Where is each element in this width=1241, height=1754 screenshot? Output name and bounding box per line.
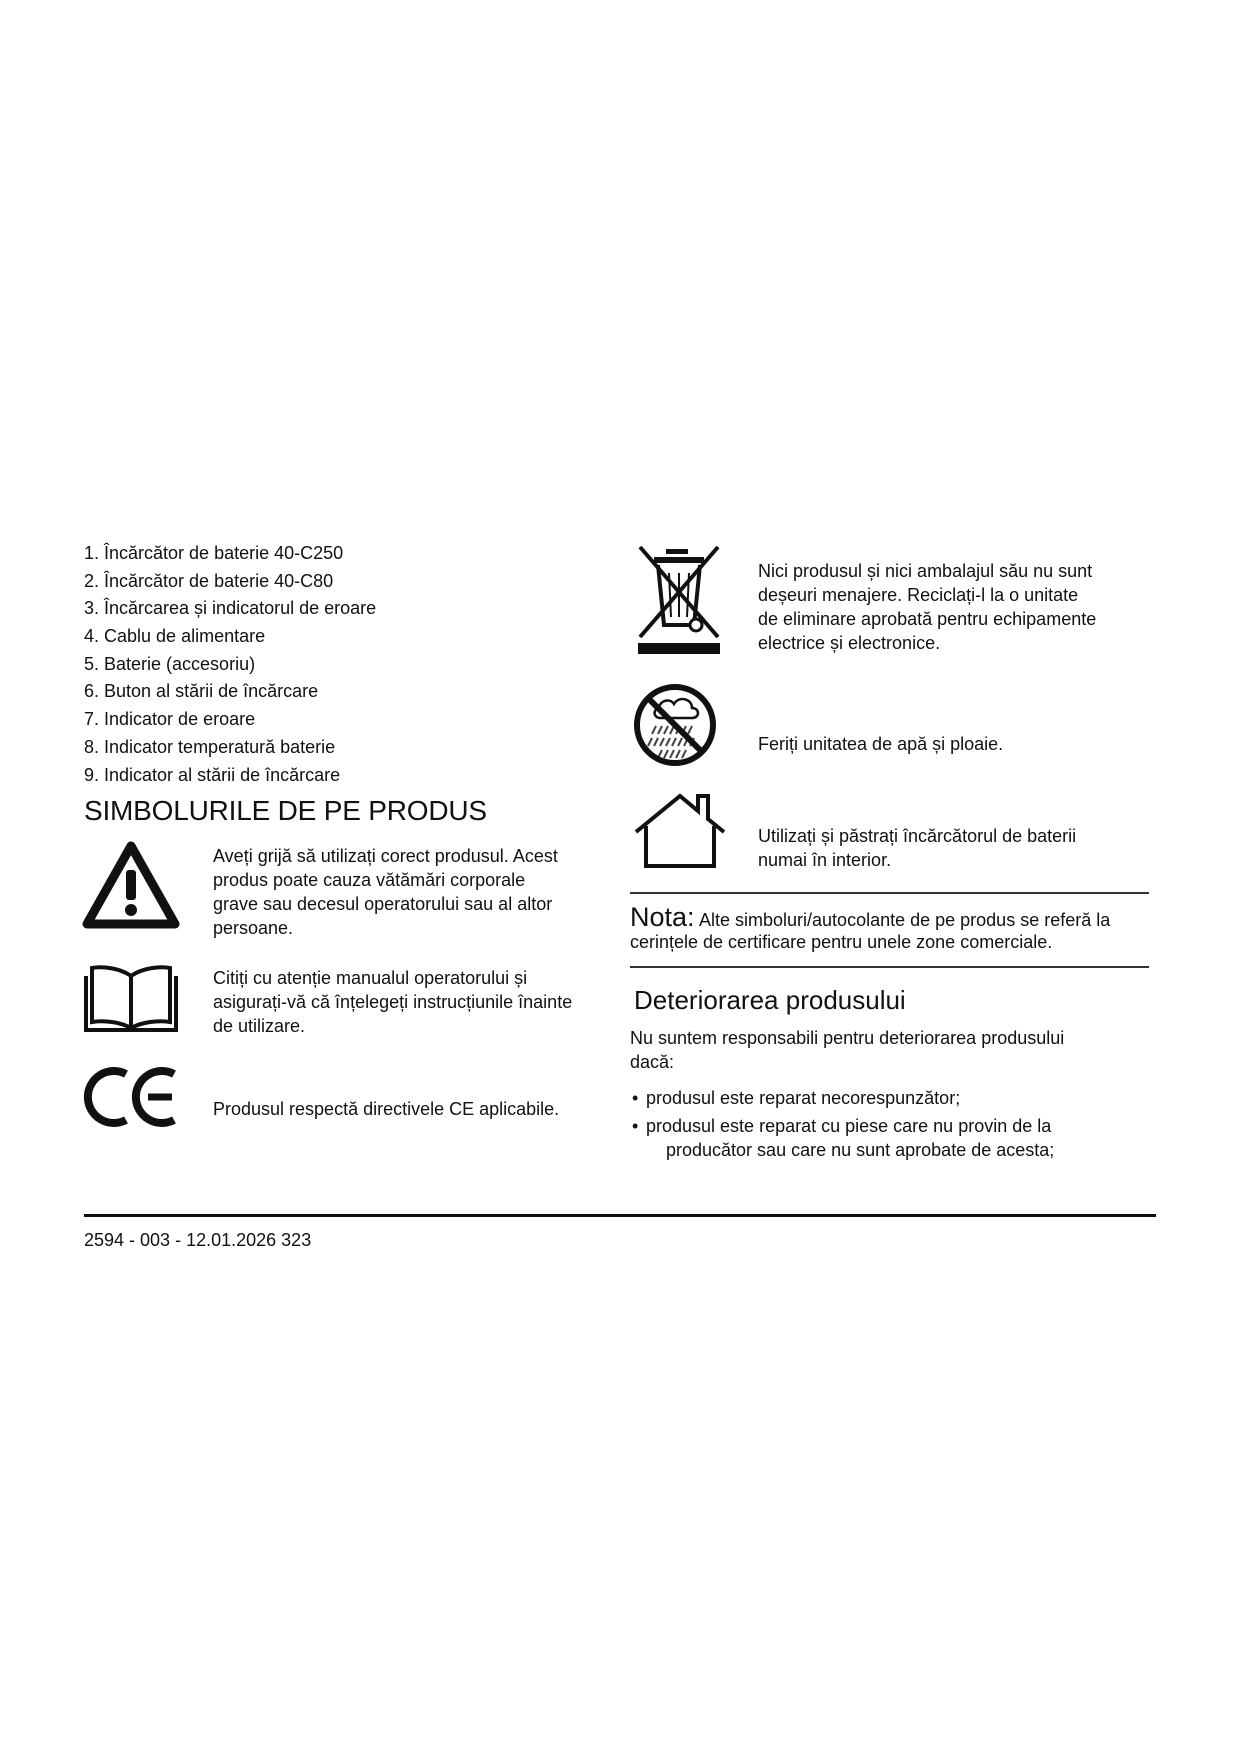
list-item: • produsul este reparat cu piese care nu provin de la producător sau care nu sunt aprobate de acesta; (632, 1116, 1055, 1160)
list-item: 5. Baterie (accesoriu) (84, 653, 256, 674)
symbols-heading: SIMBOLURILE DE PE PRODUS (84, 795, 487, 826)
nota-text: Alte simboluri/autocolante de pe produs se referă la (699, 910, 1111, 930)
page-number: 323 (281, 1230, 312, 1250)
list-item: 3. Încărcarea și indicatorul de eroare (84, 598, 377, 619)
ce-description: Produsul respectă directivele CE aplicabile. (213, 1099, 560, 1119)
bullet-mark: • (632, 1088, 639, 1108)
water-description: Feriți unitatea de apă și ploaie. (758, 734, 1004, 754)
warning-description: Aveți grijă să utilizați corect produsul. Acest produs poate cauza vătămări corporale grave sau decesul operatorului sau al altor persoane. (213, 846, 558, 938)
indoor-description: Utilizați și păstrați încărcătorul de baterii numai în interior. (758, 826, 1077, 870)
ce-mark-icon (82, 1062, 182, 1132)
warning-triangle-icon (82, 840, 180, 930)
deterioration-heading: Deteriorarea produsului (634, 985, 906, 1015)
doc-reference: 2594 - 003 - 12.01.2026 (84, 1230, 277, 1250)
list-item: 7. Indicator de eroare (84, 709, 256, 730)
list-item: • produsul este reparat necorespunzător; (632, 1088, 961, 1108)
list-item: 8. Indicator temperatură baterie (84, 736, 336, 757)
house-icon (632, 790, 728, 870)
list-item: 1. Încărcător de baterie 40-C250 (84, 543, 344, 563)
nota-line-2: cerințele de certificare pentru unele zone comerciale. (630, 932, 1053, 952)
bullet-mark: • (632, 1116, 639, 1136)
manual-description: Citiți cu atenție manualul operatorului și asigurați-vă că înțelegeți instrucțiunile înainte de utilizare. (213, 968, 573, 1036)
parts-list (84, 540, 604, 789)
nota-bottom-divider (630, 966, 1149, 968)
list-item: 4. Cablu de alimentare (84, 626, 266, 647)
nota-top-divider (630, 892, 1149, 894)
no-rain-icon (632, 682, 718, 768)
list-item: 6. Buton al stării de încărcare (84, 681, 319, 702)
crossed-bin-icon (636, 543, 722, 655)
list-item: 9. Indicator al stării de încărcare (84, 764, 341, 785)
deterioration-intro: Nu suntem responsabili pentru deteriorarea produsului dacă: (630, 1028, 1065, 1072)
list-item: 2. Încărcător de baterie 40-C80 (84, 570, 334, 591)
recycle-description: Nici produsul și nici ambalajul său nu sunt deșeuri menajere. Reciclați-l la o unitate de eliminare aprobată pentru echipamente electrice și electronice. (758, 561, 1097, 653)
nota-label: Nota: (630, 902, 695, 932)
nota-line-1 (630, 902, 1160, 933)
footer-divider (84, 1214, 1156, 1217)
open-book-icon (82, 962, 180, 1034)
deterioration-bullets (632, 1086, 1192, 1166)
footer (84, 1230, 311, 1251)
